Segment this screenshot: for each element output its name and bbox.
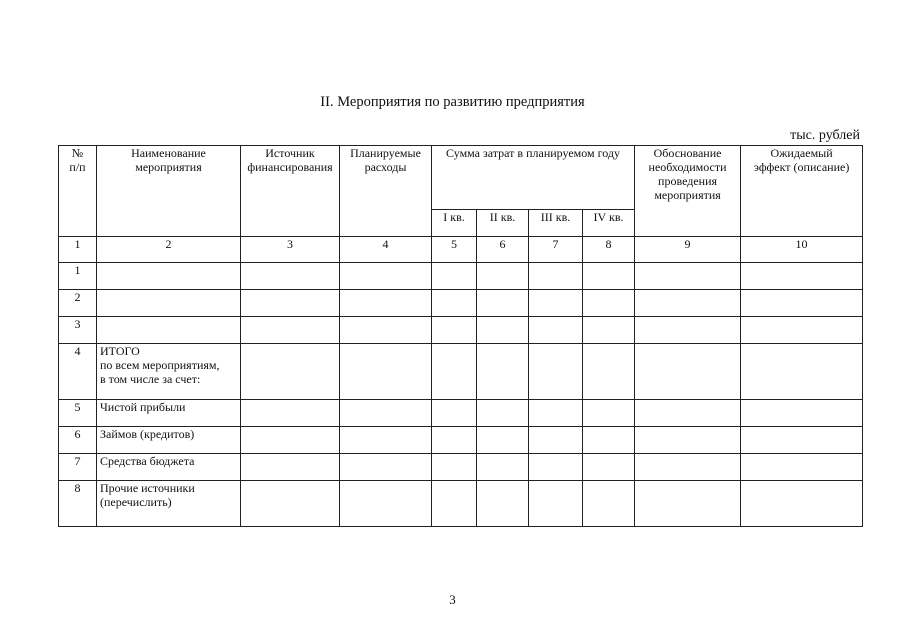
column-number: 4 [340,237,432,263]
header-quarter-1: I кв. [432,210,477,237]
header-justification: Обоснование необходимости проведения мероприятия [635,146,741,237]
units-label: тыс. рублей [790,128,860,143]
table-row [59,290,863,317]
header-activity-name: Наименование мероприятия [97,146,241,237]
table-row [59,481,863,527]
row-number: 5 [59,400,97,427]
table-row-total [59,344,863,400]
row-label: Займов (кредитов) [97,427,241,454]
table-row [59,454,863,481]
row-number: 4 [59,344,97,400]
header-planned-expenses: Планируемые расходы [340,146,432,237]
header-quarter-4: IV кв. [583,210,635,237]
row-label [97,290,241,317]
header-expected-effect: Ожидаемый эффект (описание) [741,146,863,237]
document-title: II. Мероприятия по развитию предприятия [320,94,585,110]
row-label: Средства бюджета [97,454,241,481]
column-number: 7 [529,237,583,263]
row-label: Чистой прибыли [97,400,241,427]
header-quarter-3: III кв. [529,210,583,237]
activities-table [58,145,863,527]
page-number: 3 [449,592,456,607]
column-number: 6 [477,237,529,263]
table-row [59,317,863,344]
column-number: 8 [583,237,635,263]
column-number: 2 [97,237,241,263]
column-number: 10 [741,237,863,263]
header-quarter-2: II кв. [477,210,529,237]
row-number: 6 [59,427,97,454]
row-number: 1 [59,263,97,290]
table-row [59,427,863,454]
row-label [97,263,241,290]
row-label [97,317,241,344]
column-number: 3 [241,237,340,263]
table-row [59,263,863,290]
column-number: 5 [432,237,477,263]
column-number: 9 [635,237,741,263]
row-number: 2 [59,290,97,317]
row-number: 8 [59,481,97,527]
row-number: 3 [59,317,97,344]
header-funding-source: Источник финансирования [241,146,340,237]
row-label: Прочие источники (перечислить) [97,481,241,527]
header-cost-sum: Сумма затрат в планируемом году [432,146,635,210]
row-label: ИТОГО по всем мероприятиям, в том числе за счет: [97,344,241,400]
table-row [59,400,863,427]
header-number: № п/п [59,146,97,237]
column-number: 1 [59,237,97,263]
row-number: 7 [59,454,97,481]
column-number-row [59,237,863,263]
